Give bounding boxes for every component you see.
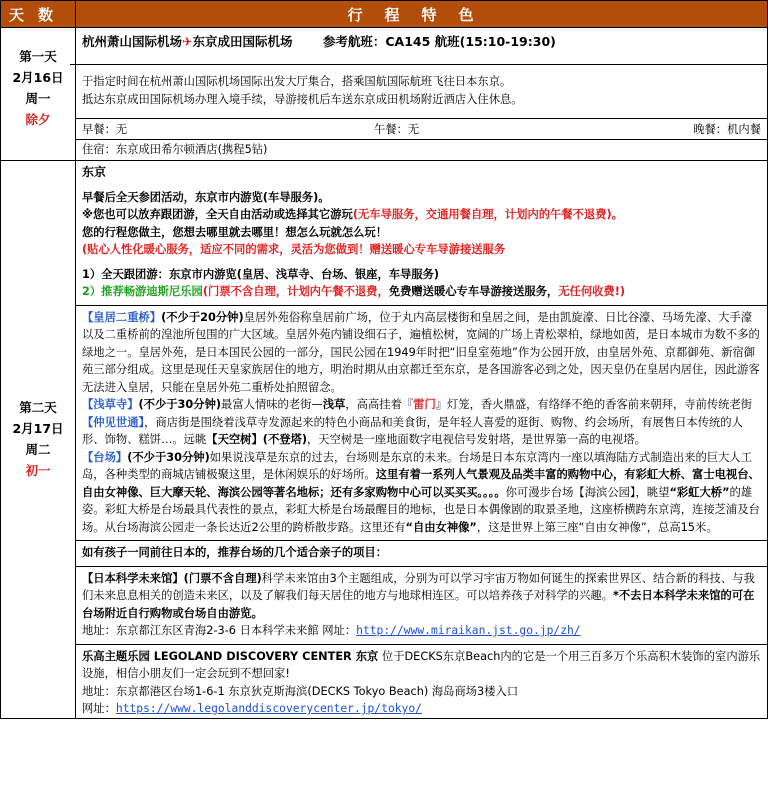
miraikan-title: 【日本科学未来馆】(门票不含自理): [82, 571, 262, 585]
asakusa-title: 【浅草寺】: [82, 398, 139, 411]
day2-city: 东京: [82, 165, 107, 179]
dinner: 晚餐：机内餐: [693, 123, 761, 136]
day2-row: [1, 161, 768, 719]
table-header: [1, 1, 768, 28]
day2-intro4: (贴心人性化暖心服务，适应不同的需求，灵活为您做到！赠送暖心专车导游接送服务: [82, 243, 506, 256]
lego-section: [82, 648, 761, 683]
odaiba-text-b: 这里有着一系列人气景观及品类丰富的购物中心，有彩虹大桥、富士电视台、自由女神像、巨大摩天轮、海滨公园等著名地标；还有多家购物中心可以买买买。。。。: [82, 468, 760, 499]
day1-route: [76, 28, 767, 60]
route-to: 东京成田国际机场: [192, 34, 293, 49]
day1-row: [1, 28, 768, 119]
asakusa-text-f: (不登塔): [262, 433, 307, 446]
day2-label-cell: [1, 161, 76, 719]
day1-hotel-row: [1, 140, 768, 161]
asakusa-text-a: 最富人情味的老街—: [221, 398, 323, 411]
asakusa-text-e: ，商店街是围绕着浅草寺发源起来的特色小商品和美食街，是年轻人喜爱的逛街、购物、约会场所，有展售日本传统的人形、饰物、糕饼…。远眺: [82, 415, 743, 446]
day2-intro1: 早餐后全天参团活动，东京市内游览(车导服务)。: [82, 190, 330, 204]
miraikan-text-a: 科学未来馆由3个主题组成，分别为可以学习宇宙万物如何诞生的探索世界区、结合新的科技、与我们未来息息相关的创造未来区，以及了解我们每天居住的地方与地球相连区。可以培养孩子对科学的兴趣。: [82, 571, 755, 602]
day1-label: 第一天: [19, 49, 57, 64]
day2-intro2: [82, 206, 761, 224]
option2: [82, 283, 761, 301]
day1-body: [76, 68, 767, 118]
route-from: 杭州萧山国际机场: [82, 34, 183, 49]
day1-hotel: [76, 140, 768, 161]
lego-title: 乐高主题乐园 LEGOLAND DISCOVERY CENTER 东京: [82, 649, 379, 663]
plane-icon: ✈: [182, 34, 193, 49]
opt2-d: 无任何收费!): [558, 285, 626, 298]
odaiba-time: (不少于30分钟): [127, 450, 210, 464]
breakfast: 早餐：无: [82, 123, 128, 136]
asakusa-text-d: 』灯笼，香火鼎盛，有络绎不绝的香客前来朝拜，寺前传统老街: [435, 398, 753, 411]
day1-text1: 于指定时间在杭州萧山国际机场国际出发大厅集合，搭乘国航国际航班飞往日本东京。: [82, 75, 512, 88]
day1-text2: 抵达东京成田国际机场办理入境手续，导游接机后车送东京成田机场附近酒店入住休息。: [82, 93, 523, 106]
day1-meals: [76, 119, 768, 140]
day1-date: 2月16日: [12, 70, 64, 85]
day1-festival: 除夕: [25, 112, 51, 127]
kids-title: 如有孩子一同前往日本的，推荐台场的几个适合亲子的项目：: [82, 546, 388, 559]
option1: 1）全天跟团游：东京市内游览(皇居、浅草寺、台场、银座，车导服务): [82, 267, 440, 281]
miraikan-web-label: 网址：: [322, 624, 357, 637]
intro2-a: ※您也可以放弃跟团游，全天自由活动或选择其它游玩: [82, 208, 353, 221]
odaiba-rainbow: “彩虹大桥”: [669, 485, 730, 499]
miraikan-text-b: *不去日本科学未来馆的可在台场附近自行购物或台场自由游览。: [82, 589, 755, 620]
day2-content: [76, 161, 768, 719]
lego-web-line: [82, 700, 761, 718]
odaiba-text-c: 你可漫步台场【海滨公园】，眺望: [505, 485, 670, 499]
odaiba-section: [82, 449, 761, 537]
miraikan-section: [82, 570, 761, 623]
day2-intro3: 您的行程您做主，您想去哪里就去哪里！想怎么玩就怎么玩！: [82, 225, 388, 239]
intro2-b: (无车导服务，交通用餐自理，计划内的午餐不退费)。: [352, 208, 623, 221]
odaiba-statue: “自由女神像”: [405, 520, 477, 534]
day1-label-cell: [1, 28, 76, 161]
lunch: 午餐：无: [374, 123, 420, 136]
header-days: 天数: [1, 1, 76, 28]
day1-meals-row: [1, 119, 768, 140]
odaiba-text-a: 如果说浅草是东京的过去，台场则是东京的未来。台场是日本东京湾内一座以填海陆方式制造出来的巨大人工岛，各种类型的商城店铺极聚这里，是休闲娱乐的好场所。: [82, 450, 753, 481]
lego-text: 位于DECKS东京Beach内的它是一个用三百多万个乐高积木装饰的室内游乐设施，相信小朋友们一定会玩到不想回家!: [82, 649, 761, 680]
odaiba-text-e: ，这是世界上第三座“自由女神像”，总高15米。: [476, 520, 718, 534]
asakusa-kaminari: 雷门: [413, 398, 436, 411]
divider: [70, 64, 768, 65]
odaiba-title: 【台场】: [82, 450, 128, 464]
asakusa-text-g: ，天空树是一座地面数字电视信号发射塔，是世界第一高的电视塔。: [307, 433, 646, 446]
huangju-text: 皇居外苑俗称皇居前广场，位于丸内高层楼街和皇居之间，是由凯旋濠、日比谷濠、马场先濠、大手濠以及二重桥前的湟池所包围的广大区域。皇居外苑内铺设细石子，遍植松树，宽阔的广场上青松翠柏，绿地如茵，是日本城市为数不多的绿地之一。皇居外苑，是日本国民公园的一部分，国民公园在1949年时把“旧皇室苑地”作为公园开放，由皇居外苑、京都御苑、新宿御苑三部分组成。这里是现任天皇家族居住的地方，明治时期从由京都迁至东京，是各国游客必到之处，因天皇仍在皇居内居住，因此游客无法进入皇居，只能在皇居外苑二重桥处拍照留念。: [82, 310, 760, 394]
lego-url-link[interactable]: https://www.legolanddiscoverycenter.jp/tokyo/: [115, 702, 422, 715]
miraikan-address-line: [82, 622, 761, 640]
day1-content: [76, 28, 768, 119]
huangju-time: (不少于20分钟): [161, 310, 244, 324]
asakusa-text-b: 浅草: [322, 398, 346, 411]
opt2-c: 免费赠送暖心专车导游接送服务，: [388, 285, 559, 298]
day2-festival: 初一: [25, 463, 51, 479]
asakusa-text-c: ，高高挂着『: [345, 398, 414, 411]
huangju-section: [82, 309, 761, 397]
lego-address: 地址：东京都港区台场1-6-1 东京狄克斯海滨(DECKS Tokyo Beach) 海岛商场3楼入口: [82, 684, 519, 698]
flight-info: 参考航班：CA145 航班(15:10-19:30): [322, 34, 556, 49]
opt2-b: (门票不含自理，计划内午餐不退费，: [202, 285, 389, 298]
day2-label: 第二天: [19, 400, 57, 416]
opt2-a: 2）推荐畅游迪斯尼乐园: [82, 285, 203, 298]
header-itinerary: 行程特色: [76, 1, 768, 28]
day2-date: 2月17日: [12, 421, 64, 437]
lego-web-label: 网址：: [82, 702, 116, 715]
huangju-title: 【皇居二重桥】: [82, 310, 162, 324]
odaiba-text-d: 的雄姿。彩虹大桥是台场最具代表性的景点，彩虹大桥是台场最醒目的地标，也是日本偶像剧的取景圣地，这座桥横跨东京湾，连接芝浦及台场。从台场海滨公园走一条长达近2公里的跨桥散步路。这里还有: [82, 485, 760, 534]
miraikan-url-link[interactable]: http://www.miraikan.jst.go.jp/zh/: [356, 624, 581, 637]
asakusa-time: (不少于30分钟): [138, 398, 222, 411]
asakusa-section: [82, 396, 761, 449]
day1-weekday: 周一: [25, 91, 51, 106]
asakusa-nakamise: 【仲见世通】: [82, 415, 145, 429]
asakusa-skytree: 【天空树】: [206, 433, 263, 446]
day2-weekday: 周二: [25, 442, 51, 458]
hotel-text: 住宿：东京成田希尔顿酒店(携程5钻): [82, 143, 268, 156]
miraikan-address: 地址：东京都江东区青海2-3-6 日本科学未来館: [82, 624, 319, 637]
